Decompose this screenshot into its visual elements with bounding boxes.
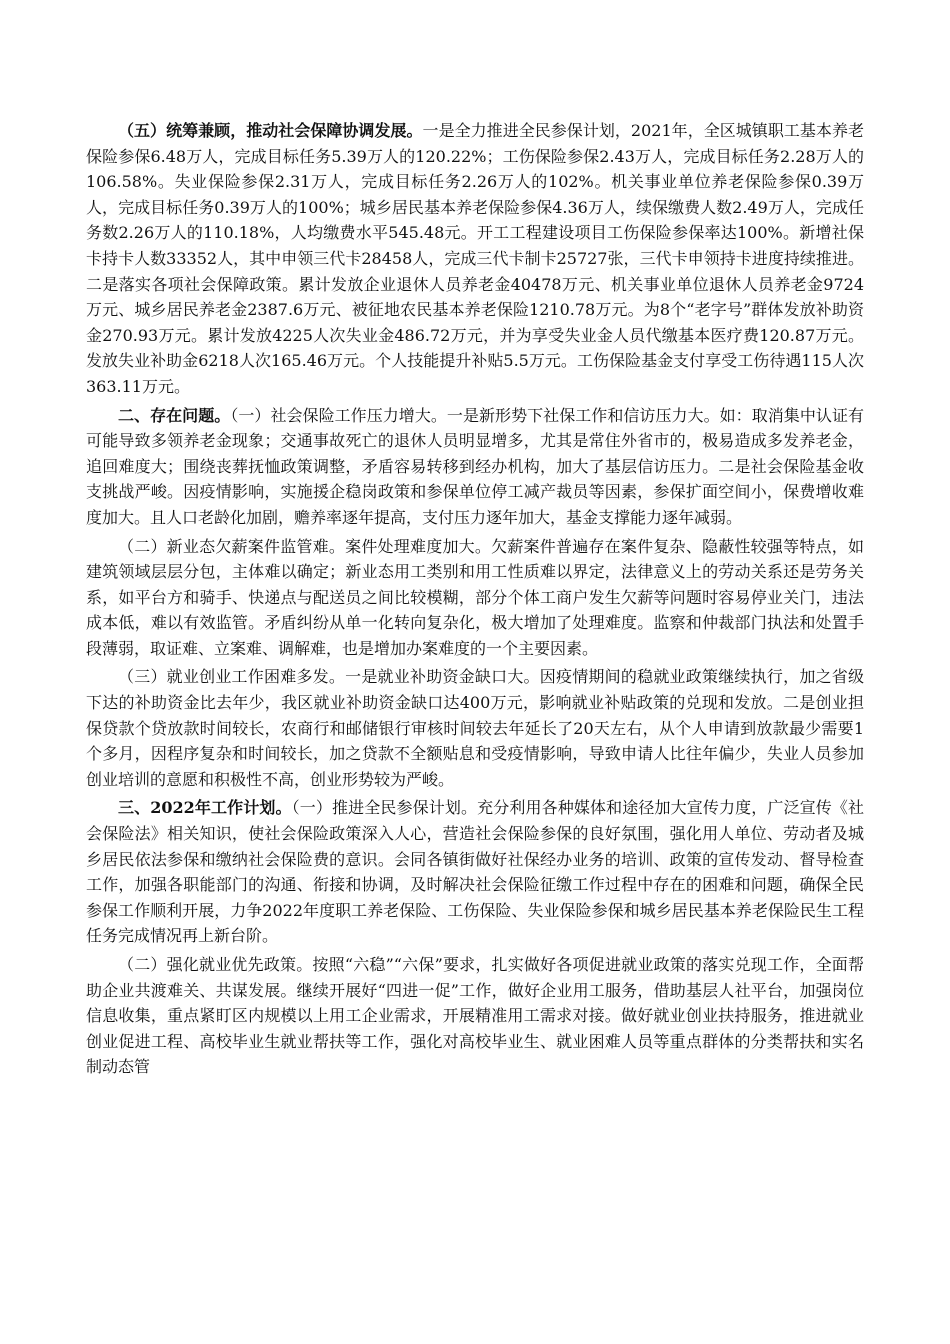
document-body bbox=[86, 118, 864, 1083]
paragraph-text: 一是全力推进全民参保计划，2021年，全区城镇职工基本养老保险参保6.48万人，完成目标任务5.39万人的120.22%；工伤保险参保2.43万人，完成目标任务2.28万人的106.58%。失业保险参保2.31万人，完成目标任务2.26万人的102%。机关事业单位养老保险参保0.39万人，完成目标任务0.39万人的100%；城乡居民基本养老保险参保4.36万人，续保缴费人数2.49万人，完成任务数2.26万人的110.18%，人均缴费水平545.48元。开工工程建设项目工伤保险参保率达100%。新增社保卡持卡人数33352人，其中申领三代卡28458人，完成三代卡制卡25727张，三代卡申领持卡进度持续推进。二是落实各项社会保障政策。累计发放企业退休人员养老金40478万元、机关事业单位退休人员养老金9724万元、城乡居民养老金2387.6万元、被征地农民基本养老保险1210.78万元。为8个“老字号”群体发放补助资金270.93万元。累计发放4225人次失业金486.72万元，并为享受失业金人员代缴基本医疗费120.87万元。发放失业补助金6218人次165.46万元。个人技能提升补贴5.5万元。工伤保险基金支付享受工伤待遇115人次363.11万元。 bbox=[86, 121, 864, 396]
paragraph-2022-work-plan bbox=[86, 795, 864, 949]
paragraph-heading: 三、2022年工作计划。 bbox=[118, 798, 292, 818]
paragraph-wage-arrears bbox=[86, 534, 864, 662]
paragraph-text: （二）新业态欠薪案件监管难。案件处理难度加大。欠薪案件普遍存在案件复杂、隐蔽性较强等特点，如建筑领域层层分包，主体难以确定；新业态用工类别和用工性质难以界定，法律意义上的劳动关系还是劳务关系，如平台方和骑手、快递点与配送员之间比较模糊，部分个体工商户发生欠薪等问题时容易停业关门，违法成本低，难以有效监管。矛盾纠纷从单一化转向复杂化，极大增加了处理难度。监察和仲裁部门执法和处置手段薄弱，取证难、立案难、调解难，也是增加办案难度的一个主要因素。 bbox=[86, 536, 864, 658]
paragraph-heading: （五）统筹兼顾，推动社会保障协调发展。 bbox=[118, 121, 423, 140]
paragraph-social-security-development bbox=[86, 118, 864, 400]
paragraph-text: （一）社会保险工作压力增大。一是新形势下社保工作和信访压力大。如：取消集中认证有可能导致多领养老金现象；交通事故死亡的退休人员明显增多，尤其是常住外省市的，极易造成多发养老金，追回难度大；围绕丧葬抚恤政策调整，矛盾容易转移到经办机构，加大了基层信访压力。二是社会保险基金收支挑战严峻。因疫情影响，实施援企稳岗政策和参保单位停工减产裁员等因素，参保扩面空间小，保费增收难度加大。且人口老龄化加剧，赡养率逐年提高，支付压力逐年加大，基金支撑能力逐年减弱。 bbox=[86, 405, 864, 527]
paragraph-text: （一）推进全民参保计划。充分利用各种媒体和途径加大宣传力度，广泛宣传《社会保险法》相关知识，使社会保险政策深入人心，营造社会保险参保的良好氛围，强化用人单位、劳动者及城乡居民依法参保和缴纳社会保险费的意识。会同各镇街做好社保经办业务的培训、政策的宣传发动、督导检查工作，加强各职能部门的沟通、衔接和协调，及时解决社会保险征缴工作过程中存在的困难和问题，确保全民参保工作顺利开展，力争2022年度职工养老保险、工伤保险、失业保险参保和城乡居民基本养老保险民生工程任务完成情况再上新台阶。 bbox=[86, 798, 864, 946]
paragraph-employment-priority bbox=[86, 952, 864, 1080]
paragraph-text: （三）就业创业工作困难多发。一是就业补助资金缺口大。因疫情期间的稳就业政策继续执行，加之省级下达的补助资金比去年少，我区就业补助资金缺口达400万元，影响就业补贴政策的兑现和发放。二是创业担保贷款个贷放款时间较长，农商行和邮储银行审核时间较去年延长了20天左右，从个人申请到放款最少需要1个多月，因程序复杂和时间较长，加之贷款不全额贴息和受疫情影响，导致申请人比往年偏少，失业人员参加创业培训的意愿和积极性不高，创业形势较为严峻。 bbox=[86, 667, 864, 789]
paragraph-employment-difficulties bbox=[86, 664, 864, 792]
paragraph-existing-problems bbox=[86, 403, 864, 531]
paragraph-heading: 二、存在问题。 bbox=[118, 405, 231, 425]
paragraph-text: （二）强化就业优先政策。按照“六稳”“六保”要求，扎实做好各项促进就业政策的落实兑现工作，全面帮助企业共渡难关、共谋发展。继续开展好“四进一促”工作，做好企业用工服务，借助基层人社平台，加强岗位信息收集，重点紧盯区内规模以上用工企业需求，开展精准用工需求对接。做好就业创业扶持服务，推进就业创业促进工程、高校毕业生就业帮扶等工作，强化对高校毕业生、就业困难人员等重点群体的分类帮扶和实名制动态管 bbox=[86, 955, 864, 1077]
